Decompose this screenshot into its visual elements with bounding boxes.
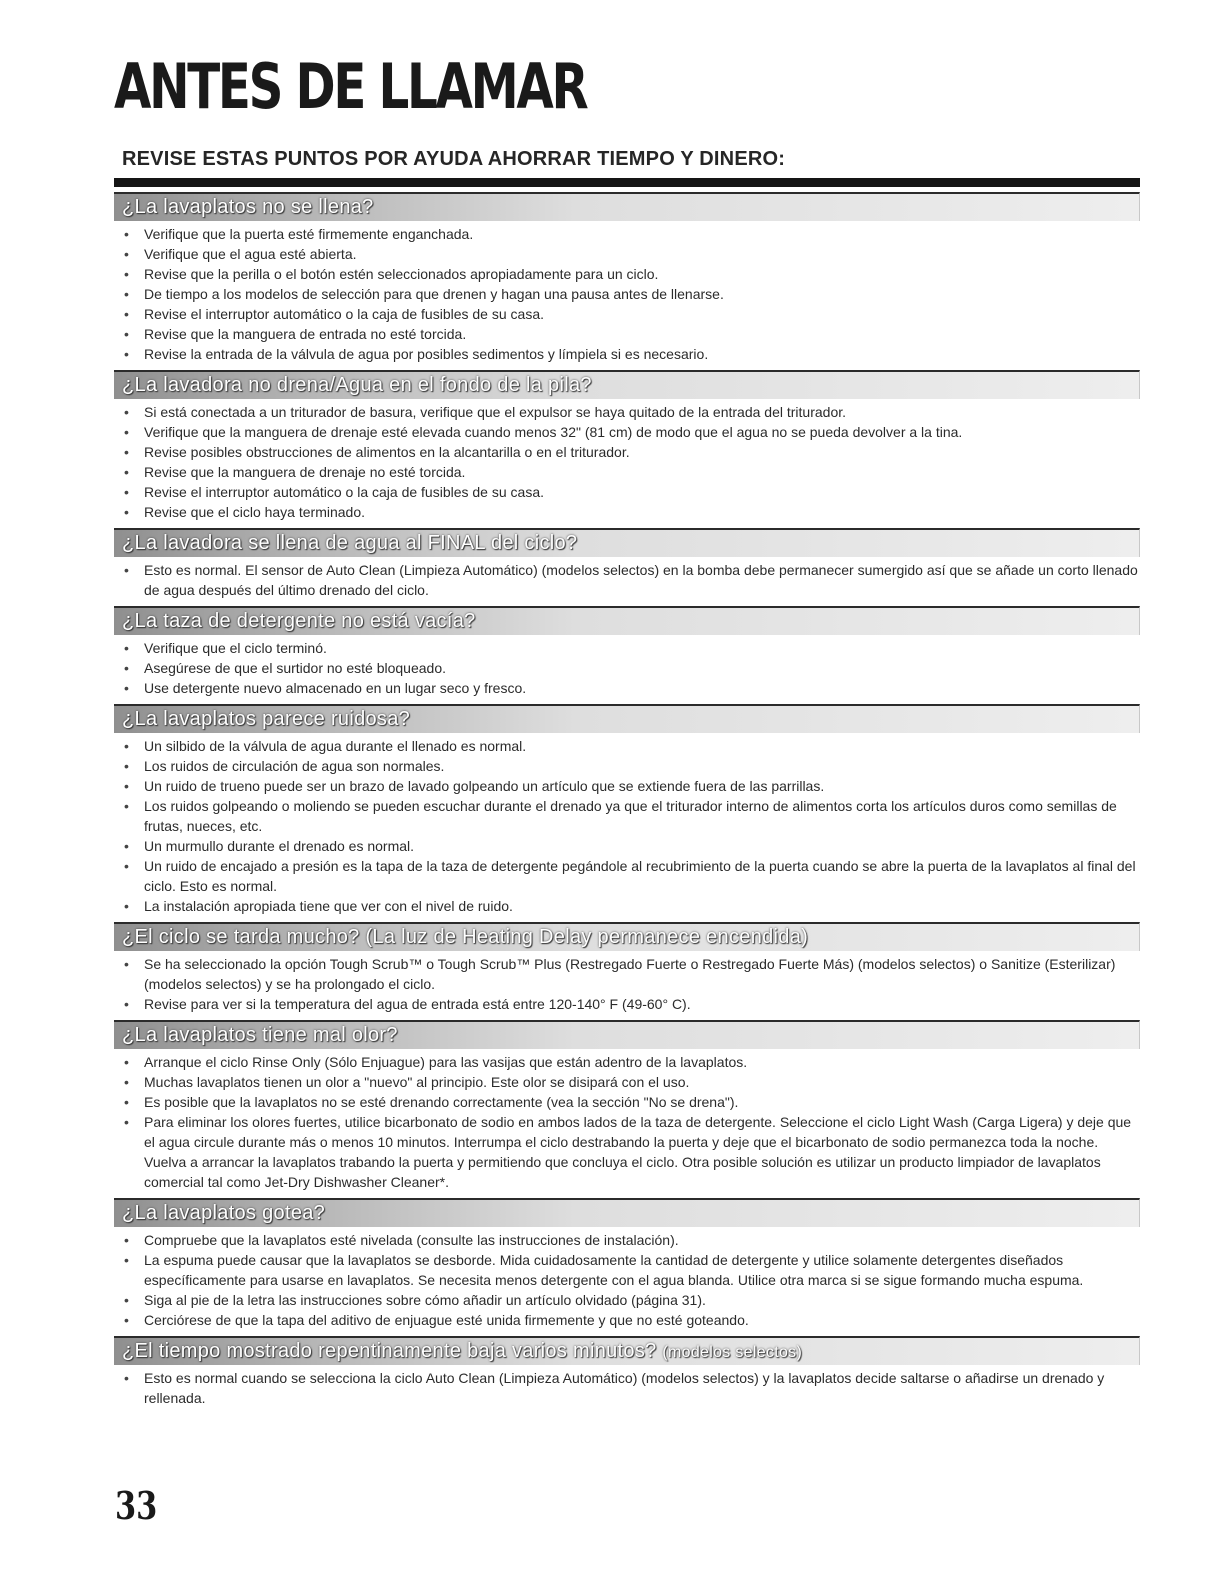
bullet-item: • Esto es normal. El sensor de Auto Clean (Limpieza Automático) (modelos selectos) en la bomba debe permanecer sumergido así que se añade un corto llenado de agua después del último drenado del ciclo. [144,560,1140,600]
troubleshooting-section [114,1020,1140,1192]
bullet-item: • Use detergente nuevo almacenado en un lugar seco y fresco. [144,678,1140,698]
bullet-item: • Revise que la manguera de drenaje no esté torcida. [144,462,1140,482]
bullet-item: • Revise para ver si la temperatura del agua de entrada está entre 120-140° F (49-60° C). [144,994,1140,1014]
bullet-item: • Verifique que la manguera de drenaje esté elevada cuando menos 32" (81 cm) de modo que el agua no se pueda devolver a la tina. [144,422,1140,442]
section-heading [114,606,1140,635]
bullet-item: • La espuma puede causar que la lavaplatos se desborde. Mida cuidadosamente la cantidad de detergente y utilice solamente detergentes diseñados específicamente para usarse en lavaplatos. Se necesita menos detergente con el agua blanda. Utilice otra marca si se sigue formando mucha espuma. [144,1250,1140,1290]
bullet-item: • Un ruido de trueno puede ser un brazo de lavado golpeando un artículo que se extiende fuera de las parrillas. [144,776,1140,796]
troubleshooting-section [114,1198,1140,1330]
section-heading-text: ¿El tiempo mostrado repentinamente baja varios minutos? [122,1340,657,1362]
bullet-item: • Un silbido de la válvula de agua durante el llenado es normal. [144,736,1140,756]
bullet-item: • Siga al pie de la letra las instrucciones sobre cómo añadir un artículo olvidado (página 31). [144,1290,1140,1310]
troubleshooting-section [114,192,1140,364]
bullet-item: • Verifique que la puerta esté firmemente enganchada. [144,224,1140,244]
page-subtitle: REVISE ESTAS PUNTOS POR AYUDA AHORRAR TIEMPO Y DINERO: [122,148,786,170]
bullet-list [114,1230,1140,1330]
bullet-list [114,560,1140,600]
bullet-item: • Cerciórese de que la tapa del aditivo de enjuague esté unida firmemente y que no esté goteando. [144,1310,1140,1330]
section-heading-text: ¿La taza de detergente no está vacía? [122,610,476,632]
section-heading [114,1198,1140,1227]
bullet-item: • Los ruidos de circulación de agua son normales. [144,756,1140,776]
bullet-item: • Revise que la manguera de entrada no esté torcida. [144,324,1140,344]
bullet-list [114,1052,1140,1192]
bullet-item: • La instalación apropiada tiene que ver con el nivel de ruido. [144,896,1140,916]
bullet-item: • Revise posibles obstrucciones de alimentos en la alcantarilla o en el triturador. [144,442,1140,462]
bullet-item: • Si está conectada a un triturador de basura, verifique que el expulsor se haya quitado de la entrada del triturador. [144,402,1140,422]
section-heading [114,1336,1140,1365]
section-heading-note: (modelos selectos) [662,1344,803,1361]
section-heading-text: ¿La lavaplatos parece ruidosa? [122,708,411,730]
bullet-item: • Un ruido de encajado a presión es la tapa de la taza de detergente pegándole al recubrimiento de la puerta cuando se abre la puerta de la lavaplatos al final del ciclo. Esto es normal. [144,856,1140,896]
section-heading-text: ¿La lavadora se llena de agua al FINAL del ciclo? [122,532,578,554]
bullet-item: • Compruebe que la lavaplatos esté nivelada (consulte las instrucciones de instalación). [144,1230,1140,1250]
bullet-item: • Revise la entrada de la válvula de agua por posibles sedimentos y límpiela si es necesario. [144,344,1140,364]
bullet-list [114,402,1140,522]
bullet-item: • Revise el interruptor automático o la caja de fusibles de su casa. [144,482,1140,502]
section-heading [114,528,1140,557]
section-heading [114,922,1140,951]
bullet-item: • Muchas lavaplatos tienen un olor a "nuevo" al principio. Este olor se disipará con el uso. [144,1072,1140,1092]
troubleshooting-section [114,370,1140,522]
bullet-item: • Se ha seleccionado la opción Tough Scrub™ o Tough Scrub™ Plus (Restregado Fuerte o Restregado Fuerte Más) (modelos selectos) o Sanitize (Esterilizar) (modelos selectos) y se ha prolongado el ciclo. [144,954,1140,994]
bullet-item: • Verifique que el agua esté abierta. [144,244,1140,264]
troubleshooting-section [114,528,1140,600]
title-divider [114,178,1140,187]
bullet-item: • Revise que el ciclo haya terminado. [144,502,1140,522]
section-heading [114,370,1140,399]
bullet-item: • Para eliminar los olores fuertes, utilice bicarbonato de sodio en ambos lados de la taza de detergente. Seleccione el ciclo Light Wash (Carga Ligera) y deje que el agua circule durante más o menos 10 minutos. Interrumpa el ciclo destrabando la puerta y deje que el bicarbonato de sodio permanezca toda la noche. Vuelva a arrancar la lavaplatos trabando la puerta y permitiendo que concluya el ciclo. Otra posible solución es utilizar un producto limpiador de lavaplatos comercial tal como Jet-Dry Dishwasher Cleaner*. [144,1112,1140,1192]
bullet-item: • Arranque el ciclo Rinse Only (Sólo Enjuague) para las vasijas que están adentro de la lavaplatos. [144,1052,1140,1072]
bullet-list [114,638,1140,698]
bullet-item: • Verifique que el ciclo terminó. [144,638,1140,658]
bullet-item: • Un murmullo durante el drenado es normal. [144,836,1140,856]
troubleshooting-section [114,1336,1140,1408]
section-heading [114,1020,1140,1049]
page-number: 33 [115,1483,158,1528]
bullet-list [114,224,1140,364]
bullet-item: • Revise que la perilla o el botón estén seleccionados apropiadamente para un ciclo. [144,264,1140,284]
troubleshooting-section [114,606,1140,698]
troubleshooting-sections [114,192,1140,1414]
section-heading-text: ¿La lavadora no drena/Agua en el fondo de la pila? [122,374,592,396]
bullet-item: • Esto es normal cuando se selecciona la ciclo Auto Clean (Limpieza Automático) (modelos selectos) y la lavaplatos decide saltarse o añadirse un drenado y rellenada. [144,1368,1140,1408]
troubleshooting-section [114,922,1140,1014]
troubleshooting-section [114,704,1140,916]
bullet-item: • Revise el interruptor automático o la caja de fusibles de su casa. [144,304,1140,324]
section-heading-text: ¿La lavaplatos tiene mal olor? [122,1024,398,1046]
section-heading-text: ¿La lavaplatos no se llena? [122,196,374,218]
section-heading-text: ¿La lavaplatos gotea? [122,1202,326,1224]
section-heading-text: ¿El ciclo se tarda mucho? (La luz de Heating Delay permanece encendida) [122,926,809,948]
section-heading [114,192,1140,221]
bullet-item: • Asegúrese de que el surtidor no esté bloqueado. [144,658,1140,678]
bullet-item: • De tiempo a los modelos de selección para que drenen y hagan una pausa antes de llenarse. [144,284,1140,304]
bullet-item: • Es posible que la lavaplatos no se esté drenando correctamente (vea la sección "No se drena"). [144,1092,1140,1112]
bullet-list [114,736,1140,916]
page-title: ANTES DE LLAMAR [114,50,587,123]
bullet-item: • Los ruidos golpeando o moliendo se pueden escuchar durante el drenado ya que el triturador interno de alimentos corta los artículos duros como semillas de frutas, nueces, etc. [144,796,1140,836]
bullet-list [114,954,1140,1014]
bullet-list [114,1368,1140,1408]
section-heading [114,704,1140,733]
